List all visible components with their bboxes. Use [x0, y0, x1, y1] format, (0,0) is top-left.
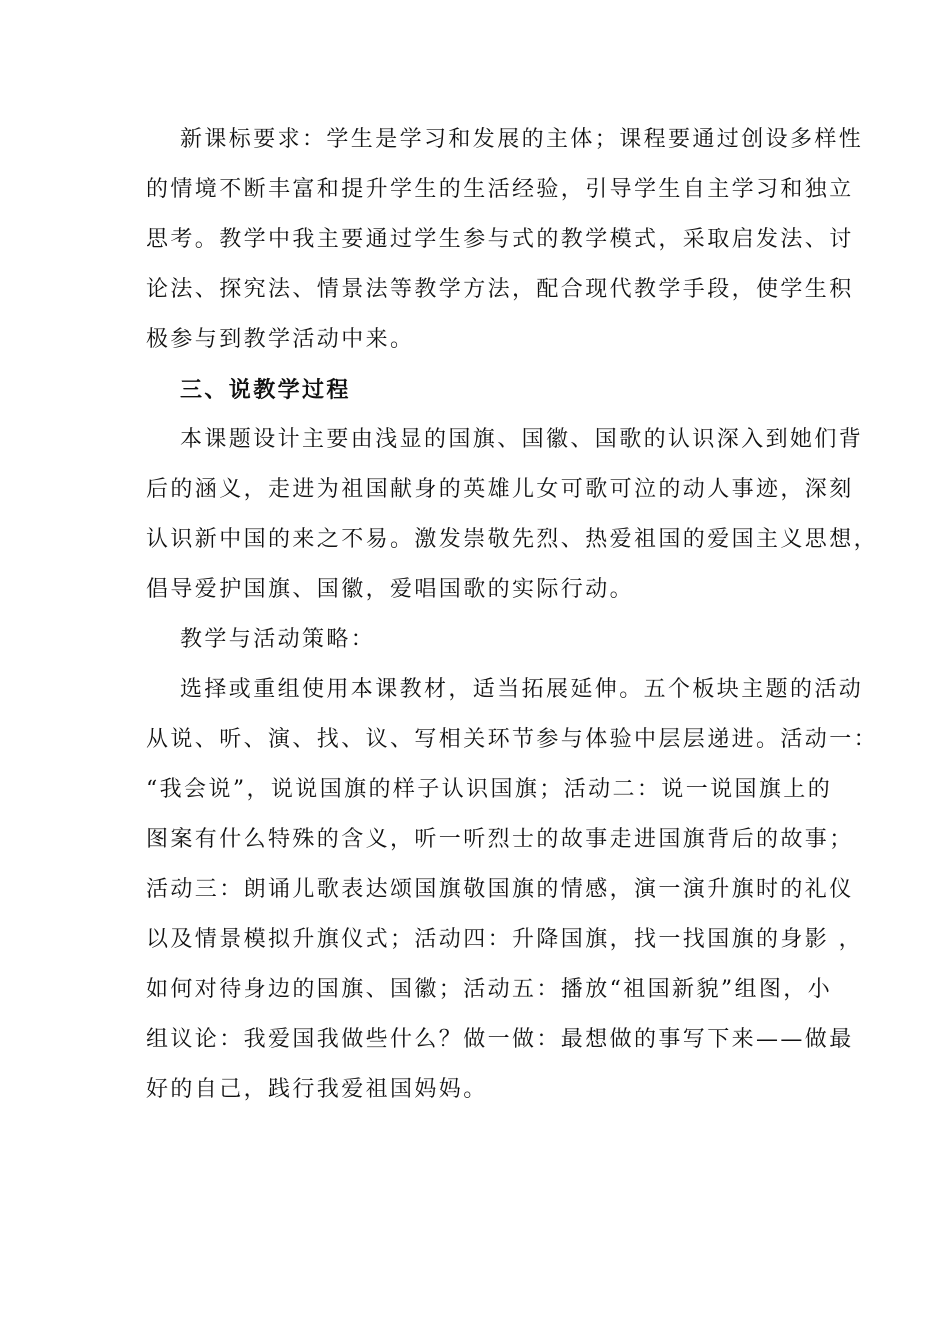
paragraph-line: 好的自己，践行我爱祖国妈妈。 — [146, 1077, 488, 1102]
paragraph-line: 认识新中国的来之不易。激发崇敬先烈、热爱祖国的爱国主义思想， — [146, 527, 879, 552]
paragraph-line: 后的涵义，走进为祖国献身的英雄儿女可歌可泣的动人事迹，深刻 — [146, 477, 854, 502]
paragraph-line: 组议论：我爱国我做些什么？做一做：最想做的事写下来——做最 — [146, 1027, 854, 1052]
section-heading: 三、说教学过程 — [180, 377, 351, 403]
paragraph-line: 如何对待身边的国旗、国徽；活动五：播放“祖国新貌”组图，小 — [146, 977, 833, 1002]
paragraph-line: 以及情景模拟升旗仪式；活动四：升降国旗，找一找国旗的身影 ， — [146, 927, 863, 952]
paragraph-line: 本课题设计主要由浅显的国旗、国徽、国歌的认识深入到她们背 — [180, 427, 864, 452]
paragraph-line: 论法、探究法、情景法等教学方法，配合现代教学手段，使学生积 — [146, 277, 854, 302]
subsection-label: 教学与活动策略： — [180, 627, 376, 652]
paragraph-line: 图案有什么特殊的含义，听一听烈士的故事走进国旗背后的故事； — [146, 827, 854, 852]
paragraph-line: “我会说”，说说国旗的样子认识国旗；活动二：说一说国旗上的 — [146, 777, 833, 802]
paragraph-line: 极参与到教学活动中来。 — [146, 327, 415, 352]
paragraph-line: 新课标要求：学生是学习和发展的主体；课程要通过创设多样性 — [180, 127, 864, 152]
paragraph-line: 活动三：朗诵儿歌表达颂国旗敬国旗的情感，演一演升旗时的礼仪 — [146, 877, 854, 902]
paragraph-line: 从说、听、演、找、议、写相关环节参与体验中层层递进。活动一： — [146, 727, 879, 752]
paragraph-line: 的情境不断丰富和提升学生的生活经验，引导学生自主学习和独立 — [146, 177, 854, 202]
paragraph-line: 倡导爱护国旗、国徽，爱唱国歌的实际行动。 — [146, 577, 635, 602]
paragraph-line: 思考。教学中我主要通过学生参与式的教学模式，采取启发法、讨 — [146, 227, 854, 252]
paragraph-line: 选择或重组使用本课教材，适当拓展延伸。五个板块主题的活动 — [180, 677, 864, 702]
